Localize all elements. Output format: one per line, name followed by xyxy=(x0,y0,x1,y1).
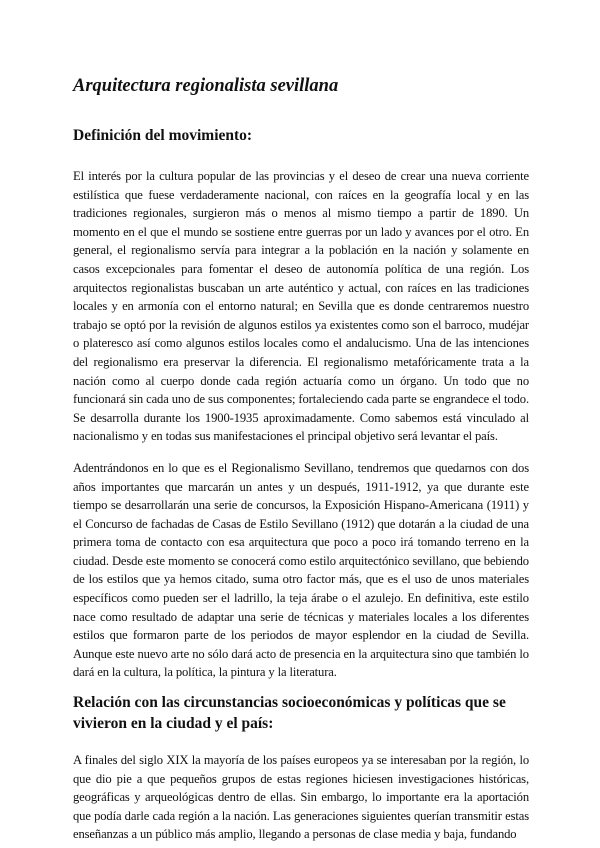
paragraph: A finales del siglo XIX la mayoría de los países europeos ya se interesaban por la región, lo que dio pie a que pequeños grupos de estas regiones hiciesen investigaciones históricas, geográficas y arqueológicas dentro de ellas. Sin embargo, lo importante era la aportación que podía darle cada región a la nación. Las generaciones siguientes querían transmitir estas enseñanzas a un público más amplio, llegando a personas de clase media y baja, fundando xyxy=(73,753,529,842)
section-heading-context: Relación con las circunstancias socioeconómicas y políticas que se vivieron en la ciudad y el país: xyxy=(73,694,506,733)
document-page xyxy=(73,74,529,844)
section-heading-definition: Definición del movimiento: xyxy=(73,127,253,144)
paragraph: Adentrándonos en lo que es el Regionalismo Sevillano, tendremos que quedarnos con dos años importantes que marcarán un antes y un después, 1911-1912, ya que durante este tiempo se desarrollarán una serie de concursos, la Exposición Hispano-Americana (1911) y el Concurso de fachadas de Casas de Estilo Sevillano (1912) que dotarán a la ciudad de una primera toma de contacto con esa arquitectura que poco a poco irá tomando terreno en la ciudad. Desde este momento se conocerá como estilo arquitectónico sevillano, que bebiendo de los estilos que ya hemos citado, suma otro factor más, que es el uso de unos materiales específicos como pueden ser el ladrillo, la teja árabe o el azulejo. En definitiva, este estilo nace como resultado de adaptar una serie de técnicas y materiales locales a los diferentes estilos que formaron parte de los periodos de mayor esplendor en la ciudad de Sevilla. Aunque este nuevo arte no sólo dará acto de presencia en la arquitectura sino que también lo dará en la cultura, la política, la pintura y la literatura. xyxy=(73,460,529,680)
document-title: Arquitectura regionalista sevillana xyxy=(73,76,339,96)
paragraph: El interés por la cultura popular de las provincias y el deseo de crear una nueva corriente estilística que fuese verdaderamente nacional, con raíces en la geografía local y en las tradiciones regionales, surgieron más o menos al mismo tiempo a partir de 1890. Un momento en el que el mundo se sostiene entre guerras por un lado y avances por el otro. En general, el regionalismo servía para integrar a la población en la nación y solamente en casos excepcionales para fomentar el deseo de autonomía política de una región. Los arquitectos regionalistas buscaban un arte auténtico y actual, con raíces en las tradiciones locales y en armonía con el entorno natural; en Sevilla que es donde centraremos nuestro trabajo se optó por la revisión de algunos estilos ya existentes como son el barroco, mudéjar o plateresco así como algunos estilos locales como el andalucismo. Una de las intenciones del regionalismo era preservar la diferencia. El regionalismo metafóricamente trata a la nación como al cuerpo donde cada región actuaría como un órgano. Un todo que no funcionará sin cada uno de sus componentes; fortaleciendo cada parte se engrandece el todo. Se desarrolla durante los 1900-1935 aproximadamente. Como sabemos está vinculado al nacionalismo y en todas sus manifestaciones el principal objetivo será levantar el país. xyxy=(73,169,529,444)
